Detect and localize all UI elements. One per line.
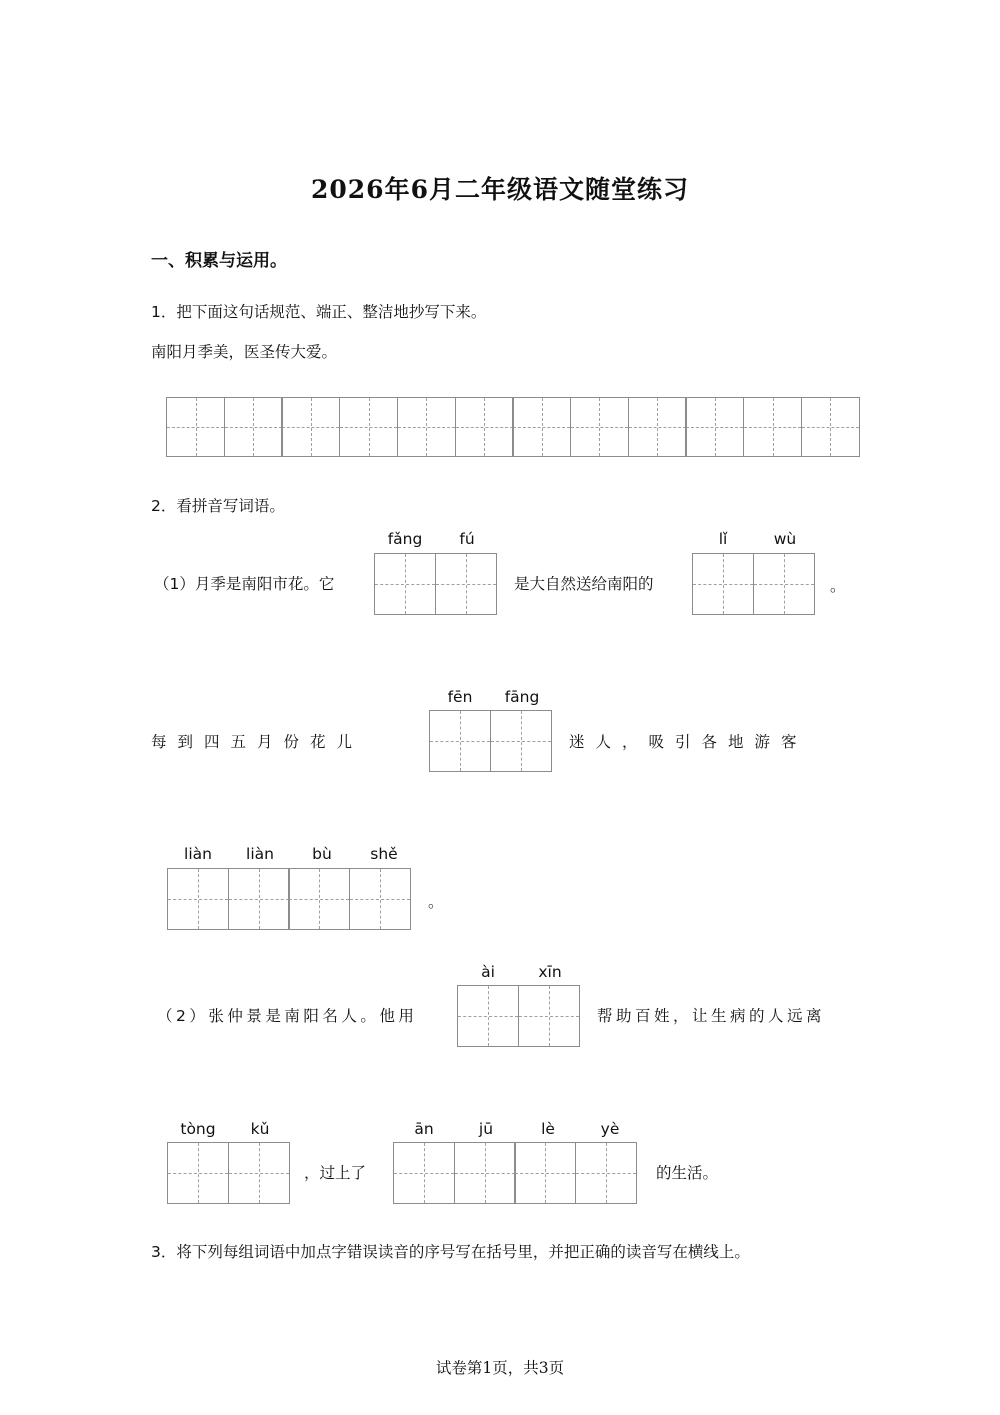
section-heading: 一、积累与运用。 [151,251,287,271]
writing-cell[interactable] [628,397,687,457]
writing-cell[interactable] [743,397,802,457]
answer-grid-tongku[interactable] [167,1142,290,1204]
pinyin-label: liàn [246,845,274,863]
pinyin-label: lǐ [718,530,728,548]
pinyin-label: ài [481,963,495,981]
pinyin-label: liàn [184,845,212,863]
writing-cell[interactable] [167,868,229,930]
text-segment: （2）张仲景是南阳名人。他用 [157,1007,418,1025]
pinyin-label: bù [312,845,332,863]
text-segment: 。 [830,577,846,595]
question-2-prompt: 2．看拼音写词语。 [151,497,285,515]
text-segment: ，过上了 [304,1164,367,1182]
writing-cell[interactable] [166,397,225,457]
answer-grid-fangfu[interactable] [374,553,497,615]
answer-grid-liwu[interactable] [692,553,815,615]
writing-cell[interactable] [393,1142,455,1204]
writing-cell[interactable] [429,710,491,772]
page-title: 2026年6月二年级语文随堂练习 [311,175,689,204]
writing-cell[interactable] [281,397,340,457]
text-segment: 帮助百姓，让生病的人远离 [597,1007,826,1025]
pinyin-label: lè [541,1120,555,1138]
pinyin-label: jū [478,1120,494,1138]
text-segment: （1）月季是南阳市花。它 [154,575,335,593]
writing-cell[interactable] [228,1142,290,1204]
pinyin-label: shě [370,845,398,863]
answer-grid-fenfang[interactable] [429,710,552,772]
writing-cell[interactable] [349,868,411,930]
writing-cell[interactable] [512,397,571,457]
page-footer: 试卷第1页，共3页 [435,1359,565,1377]
answer-grid-lianlianbushe[interactable] [167,868,411,930]
text-segment: 。 [428,893,444,911]
pinyin-label: fǎng [387,530,423,548]
question-1-prompt: 1．把下面这句话规范、端正、整洁地抄写下来。 [151,303,487,321]
writing-cell[interactable] [570,397,629,457]
writing-cell[interactable] [685,397,744,457]
writing-cell[interactable] [228,868,290,930]
writing-cell[interactable] [374,553,436,615]
text-segment: 是大自然送给南阳的 [514,575,654,593]
writing-cell[interactable] [288,868,350,930]
writing-cell[interactable] [457,985,519,1047]
pinyin-label: fāng [504,688,540,706]
writing-cell[interactable] [575,1142,637,1204]
writing-cell[interactable] [753,553,815,615]
writing-cell[interactable] [167,1142,229,1204]
pinyin-label: kǔ [250,1120,270,1138]
writing-cell[interactable] [397,397,456,457]
writing-cell[interactable] [455,397,514,457]
writing-cell[interactable] [224,397,283,457]
pinyin-label: wù [773,530,797,548]
answer-grid-aixin[interactable] [457,985,580,1047]
text-segment: 每到四五月份花儿 [151,733,364,751]
pinyin-label: ān [414,1120,434,1138]
writing-cell[interactable] [514,1142,576,1204]
question-3-prompt: 3．将下列每组词语中加点字错误读音的序号写在括号里，并把正确的读音写在横线上。 [151,1243,750,1261]
answer-grid-anjuleye[interactable] [393,1142,637,1204]
pinyin-label: xīn [538,963,562,981]
writing-cell[interactable] [435,553,497,615]
pinyin-label: fēn [447,688,473,706]
pinyin-label: tòng [180,1120,216,1138]
writing-cell[interactable] [692,553,754,615]
copy-writing-grid[interactable] [166,397,860,457]
writing-cell[interactable] [339,397,398,457]
pinyin-label: yè [600,1120,620,1138]
writing-cell[interactable] [490,710,552,772]
text-segment: 的生活。 [656,1164,719,1182]
writing-cell[interactable] [454,1142,516,1204]
question-1-sentence: 南阳月季美，医圣传大爱。 [151,343,338,361]
pinyin-label: fú [459,530,475,548]
writing-cell[interactable] [801,397,860,457]
writing-cell[interactable] [518,985,580,1047]
text-segment: 迷人，吸引各地游客 [569,733,808,751]
